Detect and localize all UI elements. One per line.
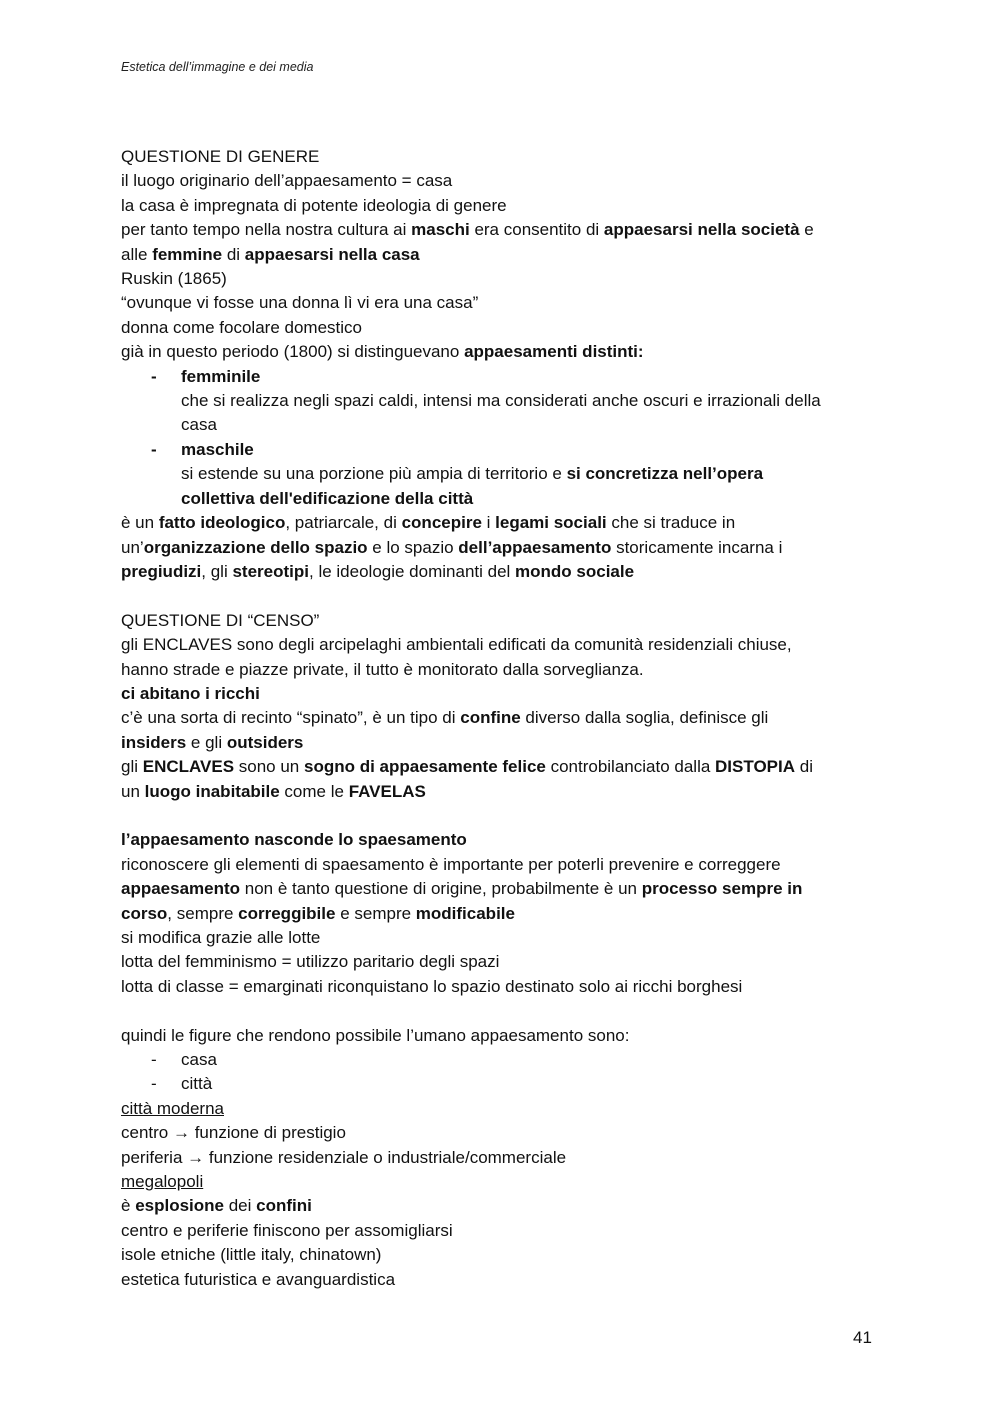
bold-text: sogno di appaesamente felice bbox=[304, 757, 546, 777]
text-line bbox=[121, 560, 891, 584]
text-segment: gli bbox=[121, 757, 143, 777]
underlined-heading: megalopoli bbox=[121, 1172, 204, 1192]
text-line bbox=[121, 1097, 891, 1121]
text-line bbox=[121, 1194, 891, 1218]
text-line bbox=[121, 291, 891, 315]
text-line bbox=[121, 658, 891, 682]
bullet-item bbox=[121, 1072, 891, 1096]
text-line bbox=[121, 682, 891, 706]
text-segment: e gli bbox=[186, 732, 227, 752]
text-segment: e sempre bbox=[335, 903, 416, 923]
text-segment: periferia → funzione residenziale o industriale/commerciale bbox=[121, 1147, 567, 1167]
bold-text: esplosione bbox=[135, 1196, 224, 1216]
bold-text: correggibile bbox=[238, 903, 336, 923]
text-segment: QUESTIONE DI GENERE bbox=[121, 147, 320, 166]
text-line bbox=[121, 511, 891, 535]
text-segment: lotta di classe = emarginati riconquistano lo spazio destinato solo ai ricchi borghesi bbox=[121, 976, 743, 996]
bold-text: appaesarsi nella società bbox=[603, 220, 800, 240]
text-line bbox=[121, 218, 891, 242]
text-line bbox=[121, 609, 891, 633]
text-line bbox=[121, 1024, 891, 1048]
text-segment: QUESTIONE DI “CENSO” bbox=[121, 610, 320, 630]
indented-line bbox=[121, 413, 891, 437]
text-segment: “ovunque vi fosse una donna lì vi era una casa” bbox=[121, 293, 479, 313]
bullet-text bbox=[181, 438, 891, 462]
bold-text: pregiudizi bbox=[121, 561, 202, 581]
text-line bbox=[121, 853, 891, 877]
bold-text: maschile bbox=[181, 439, 254, 459]
bullet-dash: - bbox=[151, 439, 157, 459]
bullet-text bbox=[181, 365, 891, 389]
text-segment: un’ bbox=[121, 537, 144, 557]
bullet-dash: - bbox=[151, 1049, 157, 1069]
bold-text: appaesarsi nella casa bbox=[244, 244, 420, 264]
indented-line bbox=[121, 389, 891, 413]
bold-text: corso bbox=[121, 903, 168, 923]
text-line bbox=[121, 316, 891, 340]
text-segment: dei bbox=[224, 1196, 257, 1216]
text-segment: e bbox=[799, 220, 814, 240]
text-segment: centro e periferie finiscono per assomigliarsi bbox=[121, 1220, 453, 1240]
blank-line bbox=[121, 804, 891, 828]
text-line bbox=[121, 926, 891, 950]
text-segment: che si realizza negli spazi caldi, intensi ma considerati anche oscuri e irrazionali della bbox=[181, 391, 821, 411]
text-segment: già in questo periodo (1800) si distinguevano bbox=[121, 342, 465, 362]
text-line bbox=[121, 194, 891, 218]
text-segment: lotta del femminismo = utilizzo paritario degli spazi bbox=[121, 952, 500, 972]
bold-text: confine bbox=[460, 708, 521, 728]
text-line bbox=[121, 755, 891, 779]
bold-text: concepire bbox=[401, 513, 482, 533]
bold-text: appaesamento bbox=[121, 879, 241, 899]
bold-text: confini bbox=[256, 1196, 312, 1216]
text-segment: estetica futuristica e avanguardistica bbox=[121, 1269, 396, 1289]
text-line bbox=[121, 877, 891, 901]
bold-text: ENCLAVES bbox=[142, 757, 235, 777]
text-segment: controbilanciato dalla bbox=[545, 757, 716, 777]
bold-text: ci abitano i ricchi bbox=[121, 683, 260, 703]
text-segment: come le bbox=[279, 781, 349, 801]
text-line bbox=[121, 536, 891, 560]
bullet-item bbox=[121, 1048, 891, 1072]
text-segment: i bbox=[481, 513, 496, 533]
text-line bbox=[121, 267, 891, 291]
text-segment: è bbox=[121, 1196, 136, 1216]
bold-text: dell’appaesamento bbox=[458, 537, 612, 557]
text-line bbox=[121, 340, 891, 364]
text-segment: casa bbox=[181, 1049, 217, 1069]
text-line bbox=[121, 633, 891, 657]
page-number: 41 bbox=[853, 1328, 872, 1347]
bold-text: l’appaesamento nasconde lo spaesamento bbox=[121, 830, 467, 850]
text-line bbox=[121, 731, 891, 755]
text-segment: centro → funzione di prestigio bbox=[121, 1123, 346, 1143]
text-line bbox=[121, 1146, 891, 1170]
text-line bbox=[121, 950, 891, 974]
text-line bbox=[121, 706, 891, 730]
text-segment: hanno strade e piazze private, il tutto è monitorato dalla sorveglianza. bbox=[121, 659, 644, 679]
running-header: Estetica dell’immagine e dei media bbox=[121, 60, 314, 74]
bold-text: luogo inabitabile bbox=[144, 781, 280, 801]
indented-line bbox=[121, 487, 891, 511]
bold-text: FAVELAS bbox=[348, 781, 426, 801]
text-line bbox=[121, 243, 891, 267]
text-line bbox=[121, 1170, 891, 1194]
text-segment: , le ideologie dominanti del bbox=[309, 561, 516, 581]
text-line bbox=[121, 828, 891, 852]
bold-text: legami sociali bbox=[495, 513, 607, 533]
text-line bbox=[121, 145, 891, 169]
bold-text: appaesamenti distinti: bbox=[464, 342, 644, 362]
bullet-dash: - bbox=[151, 366, 157, 386]
bold-text: DISTOPIA bbox=[715, 757, 796, 777]
text-segment: si modifica grazie alle lotte bbox=[121, 927, 321, 947]
text-segment: Ruskin (1865) bbox=[121, 269, 227, 289]
text-segment: donna come focolare domestico bbox=[121, 317, 362, 337]
text-segment: diverso dalla soglia, definisce gli bbox=[520, 708, 769, 728]
indented-line bbox=[121, 462, 891, 486]
bullet-text bbox=[181, 1048, 891, 1072]
bold-text: processo sempre in bbox=[641, 879, 803, 899]
text-segment: sono un bbox=[234, 757, 304, 777]
bullet-text bbox=[181, 1072, 891, 1096]
text-line bbox=[121, 780, 891, 804]
text-segment: c’è una sorta di recinto “spinato”, è un tipo di bbox=[121, 708, 461, 728]
bold-text: organizzazione dello spazio bbox=[143, 537, 368, 557]
text-segment: quindi le figure che rendono possibile l’umano appaesamento sono: bbox=[121, 1025, 630, 1045]
text-segment: , gli bbox=[201, 561, 233, 581]
bold-text: maschi bbox=[411, 220, 470, 240]
bold-text: femminile bbox=[181, 366, 261, 386]
bold-text: si concretizza nell’opera bbox=[566, 464, 764, 484]
text-line bbox=[121, 975, 891, 999]
text-segment: riconoscere gli elementi di spaesamento è importante per poterli prevenire e correggere bbox=[121, 854, 781, 874]
bold-text: collettiva dell'edificazione della città bbox=[181, 488, 474, 508]
underlined-heading: città moderna bbox=[121, 1098, 224, 1118]
text-line bbox=[121, 1121, 891, 1145]
bullet-item bbox=[121, 438, 891, 462]
text-segment: casa bbox=[181, 415, 217, 435]
text-segment: un bbox=[121, 781, 145, 801]
text-segment: città bbox=[181, 1074, 213, 1094]
text-segment: storicamente incarna i bbox=[611, 537, 783, 557]
text-segment: per tanto tempo nella nostra cultura ai bbox=[121, 220, 412, 240]
bold-text: outsiders bbox=[226, 732, 304, 752]
text-line bbox=[121, 169, 891, 193]
text-segment: gli ENCLAVES sono degli arcipelaghi ambientali edificati da comunità residenziali chiuse, bbox=[121, 635, 792, 655]
text-line bbox=[121, 902, 891, 926]
bold-text: femmine bbox=[152, 244, 223, 264]
text-segment: si estende su una porzione più ampia di territorio e bbox=[181, 464, 567, 484]
bold-text: fatto ideologico bbox=[158, 513, 286, 533]
blank-line bbox=[121, 999, 891, 1023]
text-segment: la casa è impregnata di potente ideologia di genere bbox=[121, 195, 507, 215]
text-line bbox=[121, 1268, 891, 1292]
bold-text: modificabile bbox=[415, 903, 515, 923]
text-segment: , patriarcale, di bbox=[285, 513, 402, 533]
text-segment: è un bbox=[121, 513, 159, 533]
text-segment: di bbox=[222, 244, 245, 264]
text-segment: di bbox=[795, 757, 813, 777]
bold-text: mondo sociale bbox=[515, 561, 635, 581]
text-segment: era consentito di bbox=[469, 220, 604, 240]
text-line bbox=[121, 1243, 891, 1267]
text-segment: isole etniche (little italy, chinatown) bbox=[121, 1245, 382, 1265]
blank-line bbox=[121, 584, 891, 608]
text-segment: non è tanto questione di origine, probabilmente è un bbox=[240, 879, 642, 899]
bullet-item bbox=[121, 365, 891, 389]
bold-text: insiders bbox=[121, 732, 187, 752]
bold-text: stereotipi bbox=[232, 561, 309, 581]
bullet-dash: - bbox=[151, 1074, 157, 1094]
text-segment: che si traduce in bbox=[606, 513, 736, 533]
text-segment: il luogo originario dell’appaesamento = casa bbox=[121, 171, 453, 191]
text-segment: alle bbox=[121, 244, 153, 264]
page-body bbox=[121, 145, 891, 1292]
text-line bbox=[121, 1219, 891, 1243]
text-segment: e lo spazio bbox=[367, 537, 459, 557]
text-segment: , sempre bbox=[167, 903, 239, 923]
